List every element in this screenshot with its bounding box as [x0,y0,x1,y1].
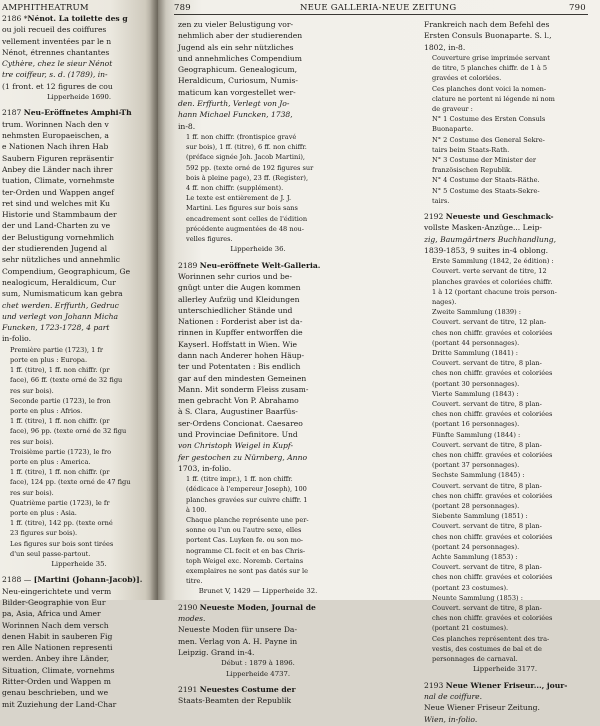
text-line: Ersten Consuls Buonaparte. S. l., [424,31,552,41]
collation-note-line: 1 ff. (titre), 1 ff. non chiffr. (pr [10,366,110,375]
collation-note-line: sur bois), 1 ff. (titre), 6 ff. non chiffr. [186,143,307,152]
book-gutter-shadow [150,0,166,600]
text-line: à S. Clara, Augustiner Baarfüs- [178,407,298,417]
text-line: denen Habit in sauberen Fig [2,631,113,641]
entry-title: Neueste und Geschmack- [445,211,554,221]
collation-note-line: face), 66 ff. (texte orné de 32 figu [10,376,123,385]
reference-line: Lipperheide 3177. [472,665,538,674]
collation-note-line: N° 3 Costume der Minister der [432,155,537,164]
collation-note-line: Couvert. servant de titre, 8 plan- [432,399,542,408]
text-line: in-folio. [2,334,31,344]
collation-note-line: (portant 37 personnages). [432,461,520,470]
collation-note-line: (portant 16 personnages). [432,420,520,429]
collation-note-line: Sechste Sammlung (1845) : [432,471,525,480]
text-line: allerley Aufzüg und Kleidungen [178,294,300,304]
text-line: hann Michael Funcken, 1738, [178,110,293,120]
collation-note-line: 1 ff. (titre), 1 ff. non chiffr. (pr [10,468,110,477]
text-line: ret sind und welches mit Ku [2,198,110,208]
text-line: Leipzig. Grand in-4. [178,648,255,658]
collation-note-line: (portant 21 costumes). [432,624,509,633]
text-line: vellement inventées par le n [2,36,112,46]
collation-note-line: (portant 30 personnages). [432,379,520,388]
text-line: zig, Baumgärtners Buchhandlung, [424,234,556,244]
collation-note-line: nages). [432,297,457,306]
entry-heading-line [424,681,586,690]
text-line: Situation, Climate, vornehms [2,665,115,675]
text-line: trum. Worinnen Nach den v [2,119,109,129]
entry-number: 2189 [178,260,200,270]
collation-note-line: Troisième partie (1723), le fro [10,447,112,456]
collation-note-line: encadrement sont celles de l'édition [186,214,308,223]
collation-note-line: gravées et coloriées. [432,74,502,83]
collation-note-line: Achte Sammlung (1853) : [432,553,518,562]
collation-note-line: (portant 28 personnages). [432,502,520,510]
text-line: Saubern Figuren repräsentir [2,153,114,163]
entry-number: 2188 — [2,575,34,585]
reference-line: Lipperheide 35. [51,559,107,568]
collation-note-line: ches non chiffr. gravées et coloriées [432,532,553,541]
entry-number: 2187 [2,108,24,118]
entry-number: 2186 * [2,14,28,23]
entry-number: 2190 [178,602,200,612]
entry-title: Neu-eröffnete Welt-Galleria. [199,260,321,270]
text-line: den. Erffurth, Verlegt von Jo- [178,99,290,109]
text-line: Frankreich nach dem Befehl des [424,20,550,29]
text-line: 1802, in-8. [424,42,466,52]
text-line: 1703, in-folio. [178,463,232,473]
text-line: und verlegt von Johann Micha [2,311,118,321]
collation-note-line: französischen Republik. [432,166,513,175]
collation-note-line: 1 ff. non chiffr. (frontispice gravé [186,132,297,141]
collation-note-line: Dritte Sammlung (1841) : [432,348,518,357]
collation-note-line: ches non chiffr. gravées et coloriées [432,450,553,459]
collation-note-line: res sur bois). [10,437,54,446]
collation-note-line: Chaque planche représente une per- [186,516,309,525]
right-text-column-1 [178,20,338,708]
text-line: rinnen in Kupffer entworffen die [178,328,303,338]
collation-note-line: (préface signée Joh. Jacob Martini), [186,153,305,162]
collation-note-line: porte en plus : Afrios. [10,406,83,415]
entry-number: 2193 [424,680,446,690]
running-title: NEUE GALLERIA-NEUE ZEITUNG [300,3,457,13]
collation-note-line: vestis, des costumes de bal et de [432,644,542,653]
text-line: 1839-1853, 9 suites in-4 oblong. [424,245,549,255]
collation-note-line: Couvert. servant de titre, 8 plan- [432,440,542,449]
collation-note-line: face), 124 pp. (texte orné de 47 figu [10,478,131,487]
text-line: der und Land-Charten zu ve [2,221,111,231]
collation-note-line: Vierte Sammlung (1843) : [432,389,519,398]
collation-note-line: (portant 44 personnages). [432,338,520,347]
text-line: Worinnen sehr curios und be- [178,271,292,281]
text-line: genau beschrieben, und we [2,688,109,698]
collation-note-line: N° 1 Costume des Ersten Consuls [432,115,546,124]
text-line: zen zu vieler Belustigung vor- [178,20,294,29]
collation-note-line: Buonaparte. [432,125,474,134]
collation-note-line: velles figures. [186,235,233,243]
header-rule [174,14,588,15]
entry-number: 2191 [178,685,200,695]
text-line: sehr nützliches und annehmlic [2,255,121,265]
right-text-column-2 [424,20,586,726]
text-line: der Belustigung vornehmlich [2,232,115,242]
entry-heading-line [2,108,156,117]
collation-note-line: Zweite Sammlung (1839) : [432,308,521,317]
entry-heading-line [178,261,338,270]
collation-note-line: tairs beim Staats-Rath. [432,145,510,154]
collation-note-line: res sur bois). [10,386,54,395]
text-line: nehmlich aber der studierenden [178,31,303,41]
entry-heading-line [178,685,338,694]
collation-note-line: d'un seul passe-partout. [10,549,91,558]
collation-note-line: 1 ff. (titre), 1 ff. non chiffr. (pr [10,417,110,426]
collation-note-line: de titre, 5 planches chiffr. de 1 à 5 [432,64,548,73]
text-line: gar auf den mindesten Gemeinen [178,373,307,383]
collation-note-line: bois à pleine page), 23 ff. (Register), [186,173,309,182]
reference-line: Début : 1879 à 1896. [221,659,295,668]
text-line: nehmsten Europaeischen, a [2,131,109,141]
text-line: unterschiedlicher Stände und [178,305,293,315]
collation-note-line: toph Weigel exc. Noremb. Certains [186,556,304,565]
text-line: in-8. [178,121,196,131]
collation-note-line: ches non chiffr. gravées et coloriées [432,410,553,419]
reference-line: Lipperheide 1690. [46,93,112,102]
text-line: Worinnen Nach dem versch [2,620,109,630]
text-line: Compendium, Geographicum, Ge [2,266,131,276]
text-line: gnügt unter die Augen kommen [178,283,301,293]
text-line: ser-Ordens Concionat. Caesareo [178,418,303,428]
text-line: vollste Masken-Anzüge... Leip- [424,223,542,233]
collation-note-line: nogramme CL fecit et en bas Chris- [186,546,306,555]
left-running-header: AMPHITHEATRUM [2,3,89,13]
page-number-789: 789 [174,3,191,13]
collation-note-line: Seconde partie (1723), le fron [10,396,111,405]
text-line: Heraldicum, Curiosum, Numis- [178,76,298,86]
text-line: Nénot, étrennes chantantes [2,47,110,57]
collation-note-line: clature ne portent ni légende ni nom [432,94,555,103]
text-line: Kayserl. Hoffstatt in Wien. Wie [178,339,297,349]
entry-title: Neu-Eröffnetes Amphi-Th [23,108,132,118]
entry-heading-line [2,575,156,584]
text-line: sum, Numismaticum kan gebra [2,289,123,299]
entry-title: Neueste Moden, Journal de [199,602,316,612]
text-line: nealogicum, Heraldicum, Cur [2,277,116,287]
collation-note-line: Quatrième partie (1723), le fr [10,498,110,507]
collation-note-line: porte en plus : America. [10,457,91,466]
collation-note-line: Ces planches dont voici la nomen- [432,84,547,93]
text-line: Wien, in-folio. [424,714,478,724]
collation-note-line: 592 pp. (texte orné de 192 figures sur [186,163,314,172]
collation-note-line: ches non chiffr. gravées et coloriées [432,491,553,500]
text-line: Anbey die Länder nach ihrer [2,164,113,174]
collation-note-line: N° 5 Costume des Staats-Sekre- [432,186,540,195]
collation-note-line: 1 à 12 (portant chacune trois person- [432,287,557,296]
collation-note-line: porte en plus : Europa. [10,355,88,364]
entry-heading-line [2,14,156,23]
entry-title: Neuestes Costume der [199,685,296,695]
left-page [0,0,158,709]
collation-note-line: Couvert. servant de titre, 8 plan- [432,481,542,490]
text-line: Ritter-Orden und Wappen m [2,677,111,687]
reference-line: Brunet V, 1429 — Lipperheide 32. [198,587,318,596]
text-line: Mann. Mit sonderm Fleiss zusam- [178,384,309,394]
text-line: Historie und Stammbaum der [2,210,117,220]
text-line: Funcken, 1723-1728, 4 part [2,323,110,333]
collation-note-line: tairs. [432,196,450,205]
reference-line: Lipperheide 4737. [225,669,291,678]
text-line: fer gestochen zu Nürnberg, Anno [178,452,308,462]
text-line: maticum kan vorgestellet wer- [178,87,296,97]
collation-note-line: 23 figures sur bois). [10,529,78,538]
right-page [158,0,600,724]
text-line: e Nationen Nach ihren Hab [2,142,109,152]
collation-note-line: Couvert. servant de titre, 8 plan- [432,563,542,572]
text-line: von Christoph Weigel in Kupf- [178,441,294,451]
entry-title: Neue Wiener Friseur..., jour- [445,680,568,690]
collation-note-line: personnages de carnaval. [432,655,518,664]
collation-note-line: (dédicace à l'empereur Joseph), 100 [186,485,307,494]
text-line: Nationen : Forderist aber ist da- [178,317,303,327]
text-line: Bilder-Geographie von Eur [2,597,106,607]
collation-note-line: Couvert. servant de titre, 12 plan- [432,318,547,327]
text-line: tuation, Climate, vornehmste [2,176,115,186]
entry-title: Nénot. La toilette des g [27,14,128,23]
text-line: ter und Potentaten : Bis endlich [178,362,301,372]
collation-note-line: ches non chiffr. gravées et coloriées [432,369,553,378]
reference-line: Lipperheide 36. [230,245,286,254]
collation-note-line: titre. [186,577,203,586]
collation-note-line: res sur bois). [10,488,54,497]
collation-note-line: planches gravées et coloriées chiffr. [432,277,553,286]
collation-note-line: face), 96 pp. (texte orné de 32 figu [10,427,127,436]
entry-number: 2192 [424,211,446,221]
collation-note-line: ches non chiffr. gravées et coloriées [432,573,553,582]
collation-note-line: Première partie (1723), 1 fr [10,345,103,354]
text-line: Jugend als ein sehr nützliches [178,42,294,52]
text-line: der studierenden Jugend al [2,244,108,254]
text-line: ou joli recueil des coiffures [2,25,107,35]
collation-note-line: Neunte Sammlung (1853) : [432,593,523,602]
text-line: (1 front. et 12 figures de cou [2,81,113,91]
collation-note-line: Couvert. servant de titre, 8 plan- [432,522,542,531]
collation-note-line: à 100. [186,505,207,514]
text-line: chet werden. Erffurth, Gedruc [2,300,119,310]
collation-note-line: Couverture grise imprimée servant [432,53,550,62]
collation-note-line: de graveur : [432,104,473,113]
left-text-column [2,14,156,711]
text-line: ter-Orden und Wappen angef [2,187,115,197]
page-number-790: 790 [569,3,586,13]
collation-note-line: porte en plus : Asia. [10,508,77,517]
text-line: Cythère, chez le sieur Nénot [2,59,113,69]
collation-note-line: sonne ou l'un ou l'autre sexe, elles [186,526,302,535]
collation-note-line: portent Cas. Luyken fe. ou son mo- [186,536,304,545]
collation-note-line: 1 ff. (titre), 142 pp. (texte orné [10,519,113,528]
text-line: mit Zuziehung der Land-Char [2,699,117,709]
collation-note-line: ches non chiffr. gravées et coloriées [432,328,553,337]
collation-note-line: N° 2 Costume des General Sekre- [432,135,545,144]
collation-note-line: précédente augmentées de 48 nou- [186,224,305,233]
collation-note-line: Ces planches représentent des tra- [432,634,550,643]
text-line: dann nach Anderer hohen Häup- [178,350,305,360]
text-line: Geographicum. Genealogicum, [178,65,298,75]
text-line: pa, Asia, Africa und Amer [2,609,101,619]
text-line: und Provinciae Definitore. Und [178,430,298,440]
collation-note-line: Le texte est entièrement de J. J. [186,194,292,203]
collation-note-line: Fünfte Sammlung (1844) : [432,430,521,439]
text-line: Neu-eingerichtete und verm [2,586,112,596]
text-line: men. Verlag von A. H. Payne in [178,636,298,646]
collation-note-line: planches gravées sur cuivre chiffr. 1 [186,495,308,504]
text-line: nal de coiffure. [424,691,483,701]
text-line: men gebracht Von P. Abrahamo [178,396,299,406]
collation-note-line: 1 ff. (titre impr.), 1 ff. non chiffr. [186,475,293,484]
collation-note-line: N° 4 Costume der Staats-Räthe. [432,176,540,185]
collation-note-line: Couvert. verte servant de titre, 12 [432,267,547,276]
text-line: modes. [178,614,206,624]
collation-note-line: Couvert. servant de titre, 8 plan- [432,604,542,613]
collation-note-line: exemplaires ne sont pas datés sur le [186,567,308,576]
text-line: Neueste Moden für unsere Da- [178,625,298,635]
collation-note-line: (portant 23 costumes). [432,583,509,592]
collation-note-line: Erste Sammlung (1842, 2e édition) : [432,257,554,266]
entry-heading-line [424,212,586,221]
text-line: und annehmliches Compendium [178,53,302,63]
entry-title: [Martini (Johann-Jacob)]. [33,575,143,585]
entry-heading-line [178,603,338,612]
text-line: Neue Wiener Friseur Zeitung. [424,703,540,713]
collation-note-line: ches non chiffr. gravées et coloriées [432,614,553,623]
collation-note-line: Les figures sur bois sont tirées [10,539,114,548]
text-line: werden. Anbey ihre Länder, [2,654,110,664]
collation-note-line: 4 ff. non chiffr. (supplément). [186,183,284,192]
collation-note-line: (portant 24 personnages). [432,542,520,551]
collation-note-line: Couvert. servant de titre, 8 plan- [432,359,542,368]
collation-note-line: Martini. Les figures sur bois sans [186,204,298,213]
text-line: Staats-Beamten der Republik [178,696,292,706]
text-line: ren Alle Nationen representi [2,643,113,653]
text-line: tre coiffeur, s. d. (1789), in- [2,70,108,80]
collation-note-line: Siebente Sammlung (1851) : [432,512,528,521]
